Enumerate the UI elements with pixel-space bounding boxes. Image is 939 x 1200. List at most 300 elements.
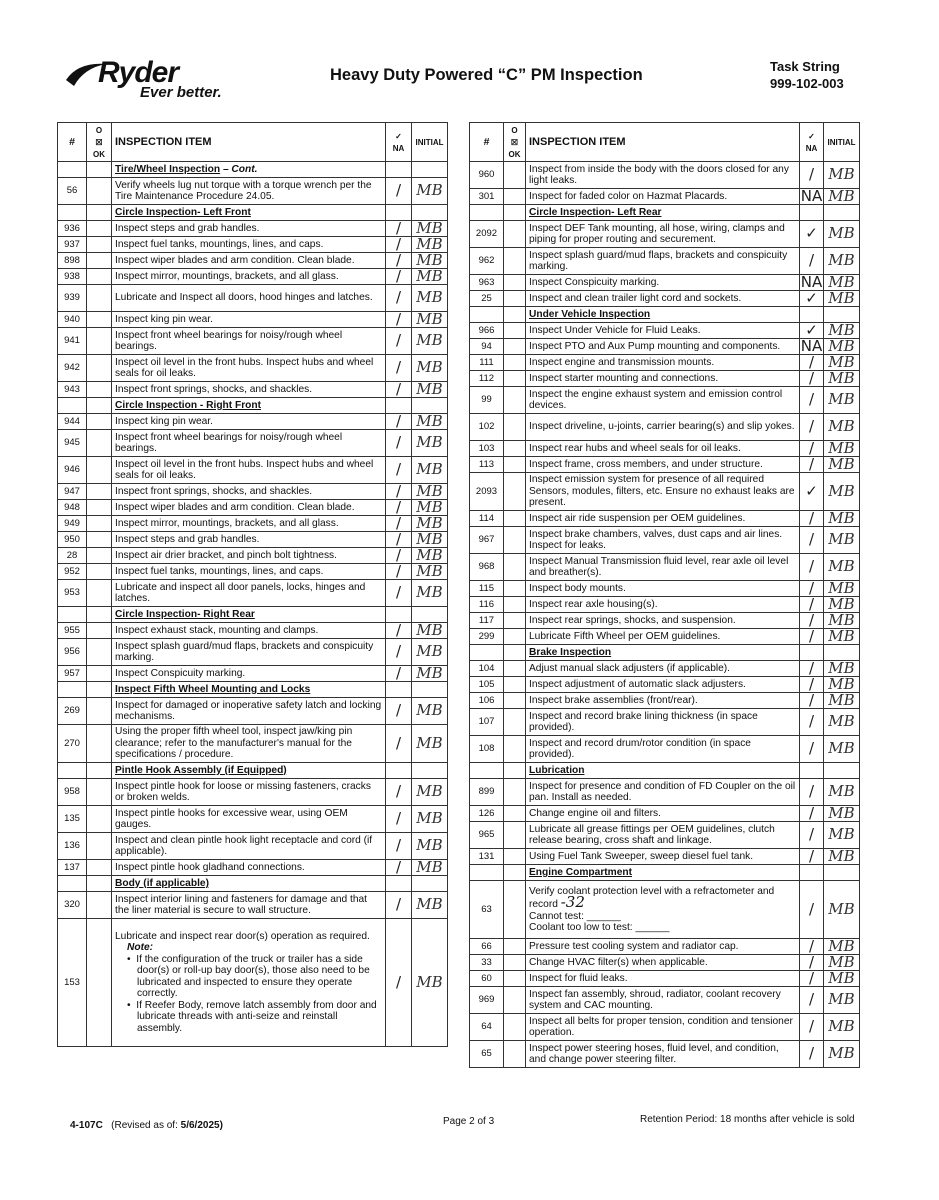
- initial-mark[interactable]: [412, 162, 448, 178]
- initial-mark[interactable]: MB: [824, 339, 860, 355]
- na-mark[interactable]: /: [386, 484, 412, 500]
- initial-mark[interactable]: MB: [412, 484, 448, 500]
- initial-mark[interactable]: MB: [824, 613, 860, 629]
- initial-mark[interactable]: MB: [824, 661, 860, 677]
- ok-cell[interactable]: [504, 162, 526, 189]
- na-mark[interactable]: /: [800, 1041, 824, 1068]
- ok-cell[interactable]: [504, 939, 526, 955]
- ok-cell[interactable]: [504, 971, 526, 987]
- na-mark[interactable]: /: [386, 833, 412, 860]
- na-mark[interactable]: [800, 307, 824, 323]
- initial-mark[interactable]: MB: [824, 736, 860, 763]
- initial-mark[interactable]: MB: [412, 178, 448, 205]
- na-mark[interactable]: /: [800, 162, 824, 189]
- ok-cell[interactable]: [87, 779, 112, 806]
- initial-mark[interactable]: MB: [824, 1041, 860, 1068]
- initial-mark[interactable]: [412, 876, 448, 892]
- col-num-header: #: [470, 123, 504, 162]
- ok-cell[interactable]: [87, 892, 112, 919]
- na-mark[interactable]: /: [800, 987, 824, 1014]
- item-text: Inspect oil level in the front hubs. Inspect hubs and wheel seals for oil leaks.: [112, 355, 386, 382]
- na-mark[interactable]: [800, 865, 824, 881]
- na-mark[interactable]: /: [386, 919, 412, 1047]
- na-mark[interactable]: /: [800, 1014, 824, 1041]
- coolant-record-value[interactable]: -32: [560, 893, 585, 911]
- ok-cell[interactable]: [504, 371, 526, 387]
- initial-mark[interactable]: MB: [412, 919, 448, 1047]
- ok-cell[interactable]: [504, 291, 526, 307]
- initial-mark[interactable]: MB: [824, 709, 860, 736]
- na-mark[interactable]: ✓: [800, 473, 824, 511]
- ok-cell[interactable]: [504, 339, 526, 355]
- na-mark[interactable]: ✓: [800, 291, 824, 307]
- ok-cell[interactable]: [504, 645, 526, 661]
- note-bullet: • If Reefer Body, remove latch assembly from door and lubricate threads with anti-seize and reinstall assembly.: [127, 999, 377, 1034]
- initial-mark[interactable]: MB: [824, 629, 860, 645]
- na-mark[interactable]: /: [386, 457, 412, 484]
- ok-cell[interactable]: [504, 248, 526, 275]
- na-mark[interactable]: /: [386, 623, 412, 639]
- initial-mark[interactable]: MB: [824, 291, 860, 307]
- item-text: Inspect rear springs, shocks, and suspension.: [526, 613, 800, 629]
- initial-mark[interactable]: MB: [412, 457, 448, 484]
- ok-cell[interactable]: [504, 581, 526, 597]
- item-number: 108: [470, 736, 504, 763]
- initial-mark[interactable]: MB: [412, 312, 448, 328]
- table-row: [470, 511, 860, 527]
- ok-cell[interactable]: [87, 639, 112, 666]
- table-row: [470, 629, 860, 645]
- ok-cell[interactable]: [504, 527, 526, 554]
- na-mark[interactable]: [386, 205, 412, 221]
- item-number: [58, 607, 87, 623]
- na-mark[interactable]: /: [386, 580, 412, 607]
- na-mark[interactable]: /: [800, 527, 824, 554]
- table-row: [470, 693, 860, 709]
- ok-cell[interactable]: [504, 307, 526, 323]
- na-mark[interactable]: /: [386, 860, 412, 876]
- note-text: Note:: [127, 942, 154, 954]
- initial-mark[interactable]: MB: [412, 892, 448, 919]
- initial-mark[interactable]: MB: [412, 328, 448, 355]
- initial-mark[interactable]: MB: [412, 500, 448, 516]
- na-mark[interactable]: /: [386, 414, 412, 430]
- initial-mark[interactable]: MB: [824, 162, 860, 189]
- na-mark[interactable]: /: [386, 269, 412, 285]
- ok-cell[interactable]: [87, 178, 112, 205]
- ok-cell[interactable]: [87, 221, 112, 237]
- ok-cell[interactable]: [504, 323, 526, 339]
- initial-mark[interactable]: MB: [824, 822, 860, 849]
- initial-mark[interactable]: MB: [824, 414, 860, 441]
- initial-mark[interactable]: MB: [412, 580, 448, 607]
- na-mark[interactable]: /: [800, 881, 824, 939]
- ok-cell[interactable]: [87, 516, 112, 532]
- ok-cell[interactable]: [504, 709, 526, 736]
- item-text: Inspect air drier bracket, and pinch bolt tightness.: [112, 548, 386, 564]
- initial-mark[interactable]: MB: [412, 779, 448, 806]
- initial-mark[interactable]: MB: [412, 666, 448, 682]
- na-mark[interactable]: [800, 763, 824, 779]
- ok-cell[interactable]: [87, 500, 112, 516]
- ok-cell[interactable]: [87, 607, 112, 623]
- initial-mark[interactable]: MB: [412, 516, 448, 532]
- item-text: Inspect front wheel bearings for noisy/rough wheel bearings.: [112, 328, 386, 355]
- ok-cell[interactable]: [504, 736, 526, 763]
- initial-mark[interactable]: MB: [412, 414, 448, 430]
- ok-cell[interactable]: [504, 205, 526, 221]
- table-row: [58, 484, 448, 500]
- na-mark[interactable]: /: [800, 613, 824, 629]
- initial-mark[interactable]: MB: [824, 511, 860, 527]
- bullet-text: If the configuration of the truck or trailer has a side door(s) or roll-up bay door(s), those also need to be lubricated and inspected to ensure they operate correctly.: [136, 953, 370, 1000]
- item-number: 942: [58, 355, 87, 382]
- ok-cell[interactable]: [87, 564, 112, 580]
- na-mark[interactable]: /: [800, 581, 824, 597]
- ok-cell[interactable]: [87, 860, 112, 876]
- section-row: [470, 763, 860, 779]
- na-mark[interactable]: /: [800, 597, 824, 613]
- item-number: 111: [470, 355, 504, 371]
- item-number: [58, 682, 87, 698]
- initial-mark[interactable]: MB: [412, 564, 448, 580]
- na-mark[interactable]: /: [386, 806, 412, 833]
- ok-cell[interactable]: [504, 661, 526, 677]
- na-mark[interactable]: /: [386, 221, 412, 237]
- initial-mark[interactable]: MB: [412, 430, 448, 457]
- initial-mark[interactable]: [824, 763, 860, 779]
- item-text: Inspect for fluid leaks.: [526, 971, 800, 987]
- na-mark[interactable]: [386, 876, 412, 892]
- na-mark[interactable]: /: [386, 564, 412, 580]
- initial-mark[interactable]: MB: [412, 355, 448, 382]
- ok-cell[interactable]: [504, 865, 526, 881]
- na-mark[interactable]: [800, 205, 824, 221]
- na-mark[interactable]: /: [800, 806, 824, 822]
- item-number: 958: [58, 779, 87, 806]
- initial-mark[interactable]: [412, 205, 448, 221]
- table-row: [58, 833, 448, 860]
- na-mark[interactable]: /: [800, 355, 824, 371]
- initial-mark[interactable]: MB: [824, 1014, 860, 1041]
- na-mark[interactable]: /: [386, 355, 412, 382]
- na-mark[interactable]: [800, 645, 824, 661]
- ok-cell[interactable]: [87, 682, 112, 698]
- initial-mark[interactable]: MB: [824, 457, 860, 473]
- item-number: 136: [58, 833, 87, 860]
- na-mark[interactable]: /: [386, 178, 412, 205]
- item-number: 2093: [470, 473, 504, 511]
- item-text: [112, 876, 386, 892]
- initial-mark[interactable]: MB: [412, 698, 448, 725]
- na-mark[interactable]: /: [800, 939, 824, 955]
- initial-mark[interactable]: MB: [824, 597, 860, 613]
- initial-mark[interactable]: MB: [412, 833, 448, 860]
- table-row: [470, 527, 860, 554]
- initial-mark[interactable]: MB: [824, 387, 860, 414]
- na-mark[interactable]: /: [800, 822, 824, 849]
- ok-cell[interactable]: [504, 629, 526, 645]
- na-mark[interactable]: /: [800, 414, 824, 441]
- ok-cell[interactable]: [87, 253, 112, 269]
- initial-mark[interactable]: MB: [412, 221, 448, 237]
- na-mark[interactable]: /: [386, 666, 412, 682]
- item-text: Inspect Manual Transmission fluid level, rear axle oil level and breather(s).: [526, 554, 800, 581]
- na-mark[interactable]: ✓: [800, 323, 824, 339]
- na-mark[interactable]: /: [800, 677, 824, 693]
- na-mark[interactable]: NA: [800, 338, 823, 355]
- na-mark[interactable]: /: [386, 725, 412, 763]
- initial-mark[interactable]: MB: [412, 237, 448, 253]
- ok-cell[interactable]: [87, 833, 112, 860]
- ok-cell[interactable]: [87, 269, 112, 285]
- ok-cell[interactable]: [504, 987, 526, 1014]
- item-text: Inspect rear axle housing(s).: [526, 597, 800, 613]
- ok-cell[interactable]: [87, 580, 112, 607]
- initial-mark[interactable]: MB: [412, 253, 448, 269]
- initial-mark[interactable]: MB: [412, 725, 448, 763]
- ok-cell[interactable]: [87, 763, 112, 779]
- na-mark[interactable]: [386, 162, 412, 178]
- initial-mark[interactable]: MB: [824, 554, 860, 581]
- na-mark[interactable]: ✓: [800, 221, 824, 248]
- na-mark[interactable]: /: [800, 693, 824, 709]
- initial-mark[interactable]: MB: [412, 285, 448, 312]
- initial-mark[interactable]: [412, 607, 448, 623]
- na-mark[interactable]: /: [386, 253, 412, 269]
- item-number: 106: [470, 693, 504, 709]
- na-mark[interactable]: NA: [800, 274, 823, 291]
- initial-mark[interactable]: MB: [824, 441, 860, 457]
- na-mark[interactable]: /: [386, 430, 412, 457]
- na-mark[interactable]: /: [800, 457, 824, 473]
- initial-mark[interactable]: [412, 763, 448, 779]
- ok-cell[interactable]: [87, 162, 112, 178]
- ok-cell[interactable]: [87, 876, 112, 892]
- item-text: Inspect brake assemblies (front/rear).: [526, 693, 800, 709]
- na-mark[interactable]: /: [386, 779, 412, 806]
- initial-mark[interactable]: MB: [824, 677, 860, 693]
- initial-mark[interactable]: MB: [412, 860, 448, 876]
- ok-cell[interactable]: [504, 275, 526, 291]
- table-row: [470, 709, 860, 736]
- ok-cell[interactable]: [504, 693, 526, 709]
- item-text: Lubricate and Inspect all doors, hood hinges and latches.: [112, 285, 386, 312]
- na-mark[interactable]: /: [386, 328, 412, 355]
- table-row: [58, 892, 448, 919]
- ok-cell[interactable]: [87, 205, 112, 221]
- na-mark[interactable]: /: [800, 441, 824, 457]
- ok-cell[interactable]: [504, 554, 526, 581]
- na-mark[interactable]: /: [800, 387, 824, 414]
- ok-cell[interactable]: [504, 881, 526, 939]
- ok-cell[interactable]: [87, 430, 112, 457]
- item-text: Inspect fuel tanks, mountings, lines, and caps.: [112, 564, 386, 580]
- item-number: 104: [470, 661, 504, 677]
- ok-cell[interactable]: [87, 806, 112, 833]
- initial-mark[interactable]: [824, 645, 860, 661]
- ok-cell[interactable]: [504, 414, 526, 441]
- na-mark[interactable]: [386, 607, 412, 623]
- ok-cell[interactable]: [504, 441, 526, 457]
- initial-mark[interactable]: [824, 205, 860, 221]
- initial-mark[interactable]: MB: [824, 955, 860, 971]
- initial-mark[interactable]: MB: [824, 527, 860, 554]
- item-number: [58, 763, 87, 779]
- item-number: 115: [470, 581, 504, 597]
- item-number: [58, 205, 87, 221]
- item-number: 956: [58, 639, 87, 666]
- ok-cell[interactable]: [87, 725, 112, 763]
- ok-cell[interactable]: [87, 382, 112, 398]
- na-mark[interactable]: [386, 682, 412, 698]
- na-mark[interactable]: /: [800, 709, 824, 736]
- na-mark[interactable]: /: [386, 285, 412, 312]
- initial-mark[interactable]: MB: [824, 189, 860, 205]
- initial-mark[interactable]: MB: [824, 355, 860, 371]
- ok-cell[interactable]: [504, 189, 526, 205]
- initial-mark[interactable]: MB: [824, 881, 860, 939]
- ok-cell[interactable]: [87, 457, 112, 484]
- na-mark[interactable]: /: [386, 639, 412, 666]
- ok-cell[interactable]: [504, 457, 526, 473]
- na-mark[interactable]: NA: [800, 188, 823, 205]
- item-text: Inspect wiper blades and arm condition. Clean blade.: [112, 253, 386, 269]
- na-mark[interactable]: /: [386, 500, 412, 516]
- na-mark[interactable]: /: [386, 532, 412, 548]
- ok-cell[interactable]: [504, 613, 526, 629]
- ok-cell[interactable]: [504, 1014, 526, 1041]
- ok-cell[interactable]: [87, 237, 112, 253]
- initial-mark[interactable]: MB: [824, 371, 860, 387]
- initial-mark[interactable]: MB: [824, 581, 860, 597]
- na-mark[interactable]: /: [800, 554, 824, 581]
- section-title: Inspect Fifth Wheel Mounting and Locks: [115, 683, 311, 695]
- initial-mark[interactable]: MB: [412, 548, 448, 564]
- ok-cell[interactable]: [504, 1041, 526, 1068]
- ok-cell[interactable]: [504, 387, 526, 414]
- initial-mark[interactable]: MB: [824, 693, 860, 709]
- na-mark[interactable]: /: [800, 248, 824, 275]
- initial-mark[interactable]: MB: [824, 779, 860, 806]
- table-row: [470, 554, 860, 581]
- section-row: [58, 682, 448, 698]
- na-mark[interactable]: [386, 763, 412, 779]
- table-row: [58, 285, 448, 312]
- na-mark[interactable]: /: [800, 779, 824, 806]
- item-number: 946: [58, 457, 87, 484]
- item-text: [526, 763, 800, 779]
- initial-mark[interactable]: MB: [412, 806, 448, 833]
- item-number: 65: [470, 1041, 504, 1068]
- initial-mark[interactable]: MB: [412, 532, 448, 548]
- ok-cell[interactable]: [87, 484, 112, 500]
- ok-cell[interactable]: [504, 597, 526, 613]
- initial-mark[interactable]: MB: [824, 987, 860, 1014]
- initial-mark[interactable]: MB: [824, 473, 860, 511]
- ok-cell[interactable]: [87, 285, 112, 312]
- na-mark[interactable]: /: [386, 312, 412, 328]
- initial-mark[interactable]: MB: [824, 849, 860, 865]
- na-mark[interactable]: /: [386, 382, 412, 398]
- ok-cell[interactable]: [87, 414, 112, 430]
- na-mark[interactable]: [386, 398, 412, 414]
- initial-mark[interactable]: MB: [412, 639, 448, 666]
- col-na-header: ✓ NA: [386, 123, 412, 162]
- na-mark[interactable]: /: [800, 849, 824, 865]
- ok-cell[interactable]: [87, 623, 112, 639]
- ok-cell[interactable]: [87, 548, 112, 564]
- initial-mark[interactable]: [412, 682, 448, 698]
- item-text: Inspect all belts for proper tension, condition and tensioner operation.: [526, 1014, 800, 1041]
- na-mark[interactable]: /: [386, 237, 412, 253]
- na-mark[interactable]: /: [800, 629, 824, 645]
- na-mark[interactable]: /: [800, 955, 824, 971]
- initial-mark[interactable]: MB: [824, 248, 860, 275]
- ok-cell[interactable]: [87, 355, 112, 382]
- item-text: Inspect oil level in the front hubs. Inspect hubs and wheel seals for oil leaks.: [112, 457, 386, 484]
- initial-mark[interactable]: MB: [412, 382, 448, 398]
- ok-cell[interactable]: [87, 312, 112, 328]
- initial-mark[interactable]: MB: [824, 323, 860, 339]
- na-mark[interactable]: /: [800, 736, 824, 763]
- na-mark[interactable]: /: [386, 698, 412, 725]
- section-row: [470, 645, 860, 661]
- ok-cell[interactable]: [504, 763, 526, 779]
- ok-cell[interactable]: [504, 473, 526, 511]
- initial-mark[interactable]: MB: [824, 275, 860, 291]
- ok-cell[interactable]: [87, 919, 112, 1047]
- item-number: 962: [470, 248, 504, 275]
- initial-mark[interactable]: [412, 398, 448, 414]
- initial-mark[interactable]: MB: [412, 623, 448, 639]
- initial-mark[interactable]: MB: [412, 269, 448, 285]
- ok-cell[interactable]: [87, 328, 112, 355]
- ok-cell[interactable]: [504, 806, 526, 822]
- table-row: [58, 328, 448, 355]
- ok-cell[interactable]: [504, 355, 526, 371]
- initial-mark[interactable]: MB: [824, 971, 860, 987]
- ok-cell[interactable]: [504, 955, 526, 971]
- ok-cell[interactable]: [87, 698, 112, 725]
- ok-cell[interactable]: [504, 822, 526, 849]
- initial-mark[interactable]: MB: [824, 221, 860, 248]
- initial-mark[interactable]: [824, 865, 860, 881]
- ok-cell[interactable]: [87, 398, 112, 414]
- initial-mark[interactable]: [824, 307, 860, 323]
- ok-cell[interactable]: [87, 532, 112, 548]
- na-mark[interactable]: /: [800, 511, 824, 527]
- na-mark[interactable]: /: [800, 661, 824, 677]
- ok-cell[interactable]: [504, 221, 526, 248]
- item-number: 948: [58, 500, 87, 516]
- na-mark[interactable]: /: [800, 371, 824, 387]
- ok-cell[interactable]: [504, 779, 526, 806]
- initial-mark[interactable]: MB: [824, 939, 860, 955]
- na-mark[interactable]: /: [386, 516, 412, 532]
- ok-cell[interactable]: [87, 666, 112, 682]
- ok-cell[interactable]: [504, 849, 526, 865]
- na-mark[interactable]: /: [800, 971, 824, 987]
- table-row: [58, 221, 448, 237]
- ok-cell[interactable]: [504, 511, 526, 527]
- na-mark[interactable]: /: [386, 548, 412, 564]
- ok-cell[interactable]: [504, 677, 526, 693]
- na-mark[interactable]: /: [386, 892, 412, 919]
- initial-mark[interactable]: MB: [824, 806, 860, 822]
- item-number: 137: [58, 860, 87, 876]
- item-number: 107: [470, 709, 504, 736]
